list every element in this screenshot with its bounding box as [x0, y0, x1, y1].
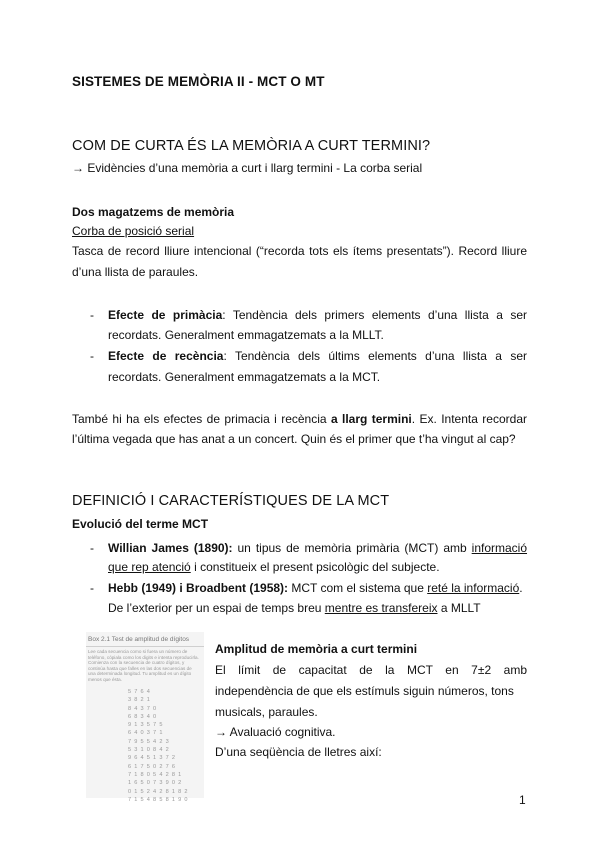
james-bold: Willian James (1890):	[108, 541, 233, 555]
hebb-line-2	[108, 598, 481, 618]
james-line-1	[108, 538, 527, 558]
figure-number-row: 5 7 6 4	[128, 689, 151, 695]
bullet-term: Efecte de primàcia	[108, 308, 223, 322]
bullet-dash: -	[90, 541, 94, 555]
figure-divider	[86, 646, 204, 647]
bullet-primacia	[108, 305, 527, 325]
figure-number-row: 7 9 5 5 4 2 3	[128, 738, 170, 745]
figure-number-row: 9 6 4 5 1 3 7 2	[128, 755, 176, 762]
hebb-line-2a: De l’exterior per un espai de temps breu	[108, 601, 325, 615]
figure-number-row: 0 1 5 2 4 2 8 1 8 2	[128, 788, 189, 795]
figure-description: Lee cada secuencia como si fuera un número de teléfono, cópiala como los digits e intenta reproducirla. Comienza con la secuencia de cuatro dígitos, y continúa hasta que falles en las dos secuencias de una determinada longitud. Tu amplitud es un dígito menos que ésta.	[88, 649, 199, 682]
figure-number-row: 6 1 7 5 0 2 7 6	[128, 763, 176, 770]
amplitud-line-5: D’una seqüència de lletres així:	[215, 745, 382, 759]
figure-number-row: 7 1 8 0 5 4 2 8 1	[128, 771, 183, 778]
amplitud-line-2: independència de que els estímuls siguin números, tons	[215, 684, 514, 698]
tambe-paragraph-line-2: l’última vegada que has anat a un concert. Quin és el primer que t’ha vingut al cap?	[72, 432, 516, 446]
figure-number-row: 6 8 3 4 0	[128, 713, 157, 720]
corba-link: Corba de posició serial	[72, 224, 195, 238]
hebb-end: .	[519, 581, 523, 595]
magatzems-heading: Dos magatzems de memòria	[72, 205, 235, 219]
section-subline: → Evidències d’una memòria a curt i llarg termini - La corba serial	[72, 161, 423, 175]
amplitud-line-1: El límit de capacitat de la MCT en 7±2 amb	[215, 663, 527, 677]
bullet-dash: -	[90, 308, 94, 322]
magatzems-line-2: d’una llista de paraules.	[72, 265, 199, 279]
page-number: 1	[519, 793, 526, 807]
james-rest: i constitueix el present psicològic del subjecte.	[190, 560, 440, 574]
amplitud-line-4: → Avaluació cognitiva.	[215, 725, 336, 739]
bullet-dash: -	[90, 349, 94, 363]
magatzems-line-1: Tasca de record lliure intencional (“recorda tots els ítems presentats”). Record lliure	[72, 244, 527, 258]
figure-number-row: 3 8 2 1	[128, 697, 151, 704]
bullet-text: : Tendència dels primers elements d’una llista a ser	[222, 308, 527, 322]
bullet-recencia-line-2: recordats. Generalment emmagatzemats a la MCT.	[108, 370, 381, 384]
tambe-post: . Ex. Intenta recordar	[411, 412, 527, 426]
figure-number-list	[128, 688, 188, 804]
amplitud-heading: Amplitud de memòria a curt termini	[215, 642, 418, 656]
hebb-underline-2: mentre es transfereix	[324, 601, 438, 615]
figure-title: Box 2.1 Test de amplitud de dígitos	[88, 636, 190, 643]
figure-number-row: 5 3 1 0 8 4 2	[128, 747, 170, 754]
tambe-pre: També hi ha els efectes de primacia i recència	[72, 412, 331, 426]
bullet-term: Efecte de recència	[108, 349, 224, 363]
hebb-line-1	[108, 578, 523, 598]
james-mid: un tipus de memòria primària (MCT) amb	[232, 541, 472, 555]
section-heading-curta: COM DE CURTA ÉS LA MEMÒRIA A CURT TERMINI?	[72, 138, 431, 154]
james-line-2	[108, 557, 440, 577]
bullet-primacia-line-2: recordats. Generalment emmagatzemats a la MLLT.	[108, 328, 384, 342]
hebb-underline-1: reté la informació	[427, 581, 520, 595]
amplitud-line-3: musicals, paraules.	[215, 705, 318, 719]
figure-number-row: 1 6 5 0 7 3 9 0 2	[128, 780, 183, 787]
hebb-line-2b: a MLLT	[437, 601, 481, 615]
hebb-mid: MCT com el sistema que	[288, 581, 428, 595]
bullet-text: : Tendència dels últims elements d’una llista a ser	[223, 349, 527, 363]
section-heading-definicio: DEFINICIÓ I CARACTERÍSTIQUES DE LA MCT	[72, 493, 390, 509]
hebb-bold: Hebb (1949) i Broadbent (1958):	[108, 581, 289, 595]
figure-number-row: 8 4 3 7 0	[128, 705, 157, 712]
figure-number-row: 7 1 5 4 8 5 8 1 9 0	[128, 796, 189, 803]
digit-span-figure	[86, 632, 204, 803]
tambe-paragraph-line-1	[72, 409, 527, 429]
bullet-dash: -	[90, 581, 94, 595]
evolucio-subheading: Evolució del terme MCT	[72, 517, 209, 531]
figure-number-row: 6 4 0 3 7 1	[128, 730, 164, 737]
figure-number-row: 9 1 3 5 7 5	[128, 722, 164, 729]
james-underline-2: que rep atenció	[108, 560, 191, 574]
document-title: SISTEMES DE MEMÒRIA II - MCT O MT	[72, 74, 325, 89]
bullet-recencia	[108, 346, 527, 366]
tambe-bold: a llarg termini	[330, 412, 412, 426]
james-underline-1: informació	[471, 541, 528, 555]
